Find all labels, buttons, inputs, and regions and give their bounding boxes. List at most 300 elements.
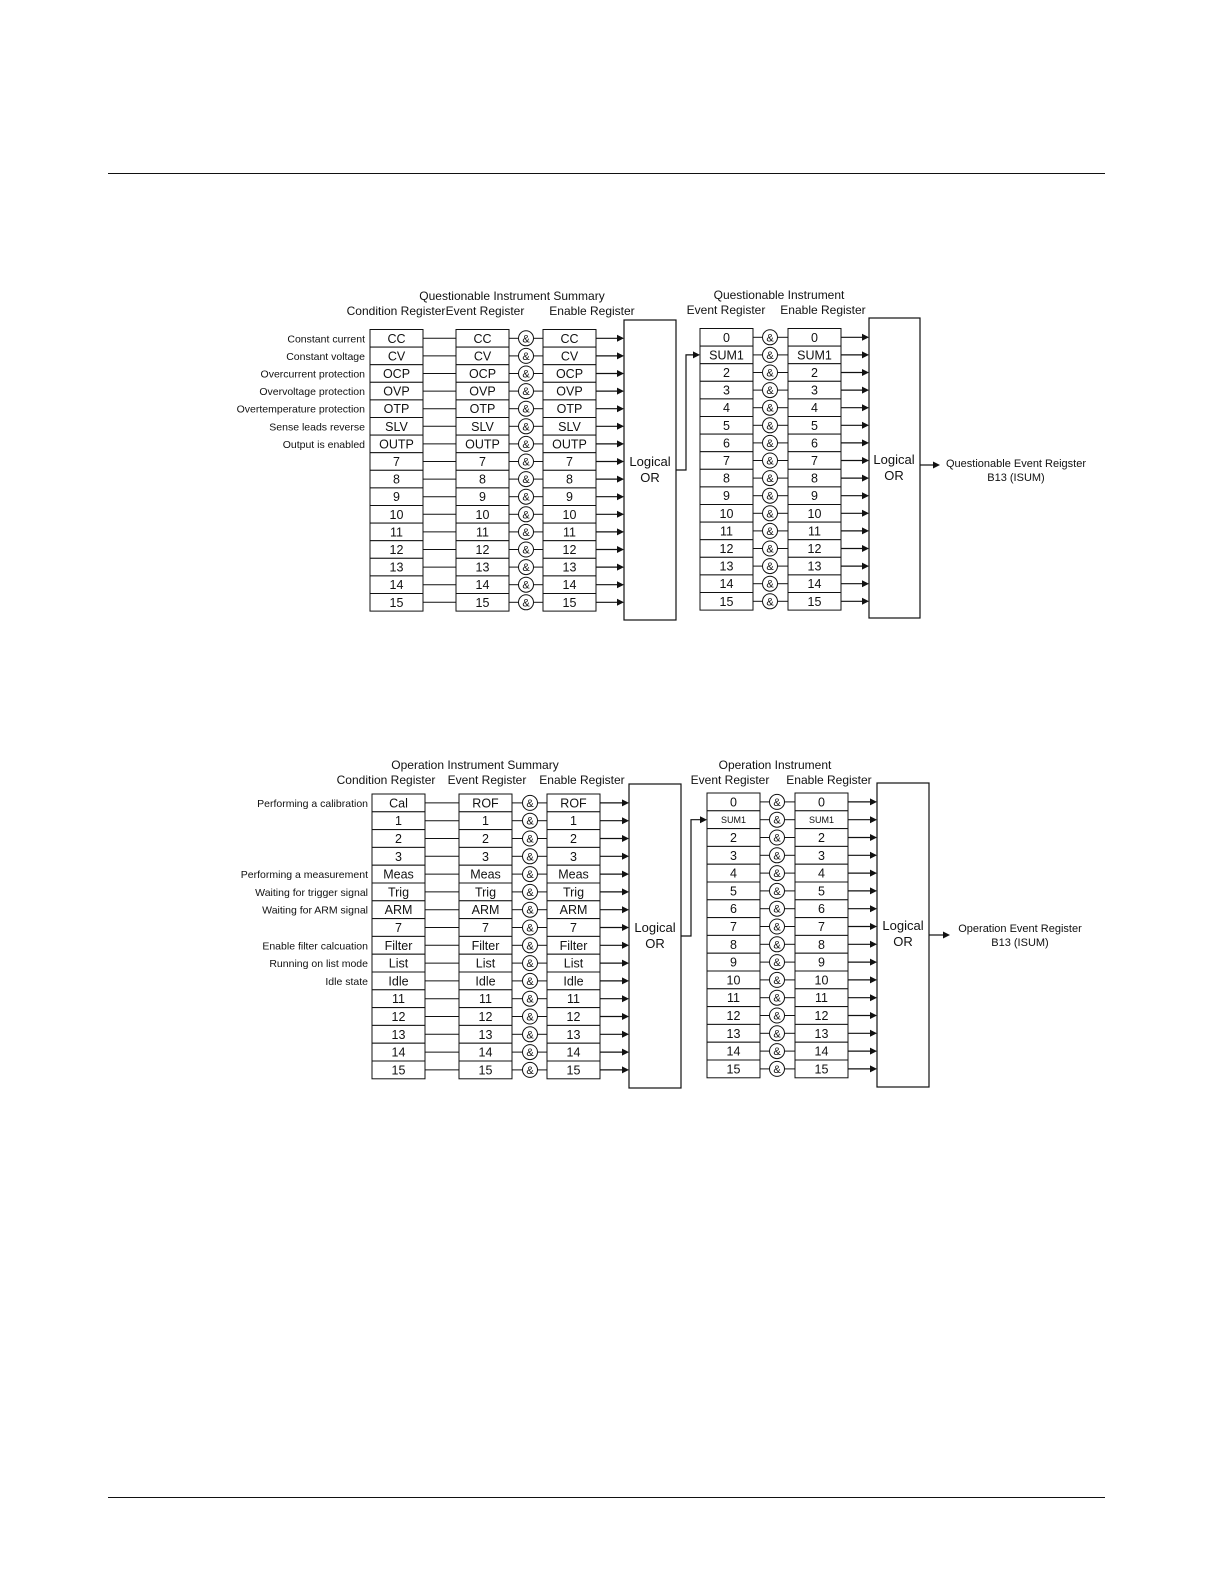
operation-row-label: Performing a calibration xyxy=(257,797,368,810)
operation-condition-value: 11 xyxy=(392,992,405,1007)
questionable-output-arrow-head xyxy=(933,462,940,469)
questionable-summary-input-arrow-head xyxy=(617,476,624,483)
operation-instrument-event-value: 5 xyxy=(730,884,737,899)
operation-condition-value: 13 xyxy=(391,1027,406,1042)
questionable-summary-header: Enable Register xyxy=(549,304,635,318)
questionable-instrument-and-symbol: & xyxy=(766,420,774,433)
operation-instrument-enable-value: 13 xyxy=(814,1026,829,1041)
questionable-enable-value: 15 xyxy=(562,595,577,610)
questionable-instrument-enable-value: 6 xyxy=(811,436,818,451)
operation-instrument-event-value: 6 xyxy=(730,902,737,917)
operation-summary-title: Operation Instrument Summary xyxy=(391,758,559,772)
questionable-and-symbol: & xyxy=(522,509,530,522)
operation-summary-input-arrow-head xyxy=(622,1049,629,1056)
operation-summary-input-arrow-head xyxy=(622,1066,629,1073)
operation-summary-or-label: Logical xyxy=(634,920,676,935)
questionable-instrument-and-symbol: & xyxy=(766,455,774,468)
operation-instrument-enable-value: 14 xyxy=(814,1044,829,1059)
questionable-enable-value: 9 xyxy=(566,490,573,505)
operation-instrument-title: Operation Instrument xyxy=(718,758,832,772)
operation-enable-value: 15 xyxy=(566,1063,581,1078)
operation-instrument-enable-value: 7 xyxy=(818,920,825,934)
operation-instrument-input-arrow-head xyxy=(870,852,877,859)
operation-event-value: ROF xyxy=(472,796,499,811)
operation-event-value: 3 xyxy=(482,849,489,864)
questionable-instrument-event-value: 4 xyxy=(723,401,730,416)
operation-condition-value: 7 xyxy=(395,921,402,935)
questionable-summary-input-arrow-head xyxy=(617,370,624,377)
questionable-row-label: Overvoltage protection xyxy=(259,386,365,399)
questionable-instrument-input-arrow-head xyxy=(862,351,869,358)
operation-summary-header: Event Register xyxy=(447,773,527,787)
questionable-instrument-event-value: 3 xyxy=(723,383,730,398)
questionable-summary-input-arrow-head xyxy=(617,405,624,412)
questionable-instrument-header: Event Register xyxy=(686,303,766,317)
questionable-instrument-input-arrow-head xyxy=(862,439,869,446)
questionable-and-symbol: & xyxy=(522,562,530,575)
operation-instrument-and-symbol: & xyxy=(773,814,781,827)
operation-summary-input-arrow-head xyxy=(622,888,629,895)
questionable-event-value: 8 xyxy=(479,472,486,487)
questionable-enable-value: 12 xyxy=(562,543,577,557)
questionable-and-symbol: & xyxy=(522,333,530,346)
questionable-instrument-and-symbol: & xyxy=(766,402,774,415)
questionable-instrument-input-arrow-head xyxy=(862,580,869,587)
operation-instrument-and-symbol: & xyxy=(773,1046,781,1059)
operation-summary-input-arrow-head xyxy=(622,1031,629,1038)
operation-and-symbol: & xyxy=(526,904,534,917)
operation-event-value: Meas xyxy=(470,867,501,882)
questionable-or-to-sum1-head xyxy=(693,351,700,358)
operation-instrument-event-value: 10 xyxy=(726,973,741,988)
questionable-event-value: SLV xyxy=(471,419,494,434)
questionable-instrument-input-arrow-head xyxy=(862,545,869,552)
operation-instrument-and-symbol: & xyxy=(773,1063,781,1076)
operation-or-to-sum1-line xyxy=(681,820,701,936)
questionable-instrument-input-arrow-head xyxy=(862,527,869,534)
operation-instrument-input-arrow-head xyxy=(870,1048,877,1055)
questionable-instrument-enable-value: 13 xyxy=(807,559,822,574)
operation-instrument-input-arrow-head xyxy=(870,887,877,894)
operation-condition-value: ARM xyxy=(384,903,413,918)
operation-instrument-and-symbol: & xyxy=(773,903,781,916)
questionable-condition-value: SLV xyxy=(385,419,408,434)
operation-condition-value: Meas xyxy=(383,867,414,882)
operation-instrument-input-arrow-head xyxy=(870,870,877,877)
questionable-instrument-and-symbol: & xyxy=(766,490,774,503)
questionable-instrument-and-symbol: & xyxy=(766,473,774,486)
operation-instrument-input-arrow-head xyxy=(870,994,877,1001)
operation-instrument-input-arrow-head xyxy=(870,1012,877,1019)
questionable-instrument-enable-value: 5 xyxy=(811,418,818,433)
questionable-summary-input-arrow-head xyxy=(617,493,624,500)
operation-instrument-and-symbol: & xyxy=(773,921,781,934)
questionable-and-symbol: & xyxy=(522,544,530,557)
questionable-output-label: Questionable Event Reigster xyxy=(945,458,1087,470)
questionable-condition-value: 8 xyxy=(393,472,400,487)
operation-instrument-and-symbol: & xyxy=(773,992,781,1005)
questionable-and-symbol: & xyxy=(522,386,530,399)
operation-summary-or-label: OR xyxy=(645,936,665,951)
questionable-event-value: OTP xyxy=(469,402,496,417)
questionable-event-value: OCP xyxy=(468,367,497,381)
operation-summary-header: Condition Register xyxy=(336,773,436,787)
operation-summary-header: Enable Register xyxy=(539,773,625,787)
questionable-instrument-input-arrow-head xyxy=(862,563,869,570)
questionable-instrument-enable-value: 8 xyxy=(811,471,818,486)
questionable-output-label: B13 (ISUM) xyxy=(987,472,1045,484)
questionable-event-value: 11 xyxy=(476,525,489,540)
questionable-instrument-input-arrow-head xyxy=(862,510,869,517)
questionable-instrument-event-value: 2 xyxy=(723,366,730,380)
questionable-event-value: OVP xyxy=(469,384,496,399)
operation-row-label: Performing a measurement xyxy=(240,869,368,882)
questionable-summary-input-arrow-head xyxy=(617,440,624,447)
questionable-summary-input-arrow-head xyxy=(617,528,624,535)
operation-enable-value: Meas xyxy=(558,867,589,882)
questionable-condition-value: 7 xyxy=(393,455,400,469)
operation-enable-value: 11 xyxy=(567,992,580,1007)
questionable-and-symbol: & xyxy=(522,491,530,504)
operation-condition-value: Filter xyxy=(384,938,413,953)
operation-event-value: 13 xyxy=(478,1027,493,1042)
operation-and-symbol: & xyxy=(526,958,534,971)
questionable-condition-value: 15 xyxy=(389,595,404,610)
operation-condition-value: 3 xyxy=(395,849,402,864)
questionable-or-to-sum1-line xyxy=(676,355,694,470)
questionable-instrument-and-symbol: & xyxy=(766,437,774,450)
operation-instrument-enable-value: 5 xyxy=(818,884,825,899)
operation-output-label: B13 (ISUM) xyxy=(991,937,1049,949)
operation-row-label: Waiting for trigger signal xyxy=(255,886,368,899)
operation-instrument-enable-value: 6 xyxy=(818,902,825,917)
questionable-instrument-and-symbol: & xyxy=(766,578,774,591)
operation-instrument-event-value: 15 xyxy=(726,1062,741,1077)
operation-enable-value: 3 xyxy=(570,849,577,864)
operation-instrument-input-arrow-head xyxy=(870,798,877,805)
operation-instrument-and-symbol: & xyxy=(773,832,781,845)
operation-instrument-event-value: 2 xyxy=(730,831,737,845)
questionable-instrument-header: Enable Register xyxy=(780,303,866,317)
questionable-enable-value: 14 xyxy=(562,578,577,593)
questionable-instrument-enable-value: 2 xyxy=(811,366,818,380)
questionable-event-value: 12 xyxy=(475,543,490,557)
operation-enable-value: ROF xyxy=(560,796,587,811)
operation-instrument-or-label: OR xyxy=(893,934,913,949)
questionable-enable-value: OUTP xyxy=(552,437,587,452)
operation-instrument-and-symbol: & xyxy=(773,796,781,809)
operation-condition-value: Idle xyxy=(388,974,409,989)
questionable-instrument-title: Questionable Instrument xyxy=(713,288,845,302)
operation-and-symbol: & xyxy=(526,922,534,935)
questionable-summary-title: Questionable Instrument Summary xyxy=(419,289,605,303)
questionable-event-value: CV xyxy=(473,349,492,364)
operation-event-value: List xyxy=(475,956,496,971)
questionable-instrument-and-symbol: & xyxy=(766,385,774,398)
questionable-instrument-input-arrow-head xyxy=(862,422,869,429)
questionable-event-value: 7 xyxy=(479,455,486,469)
questionable-summary-input-arrow-head xyxy=(617,388,624,395)
questionable-summary-input-arrow-head xyxy=(617,599,624,606)
questionable-instrument-event-value: 8 xyxy=(723,471,730,486)
operation-instrument-and-symbol: & xyxy=(773,1010,781,1023)
questionable-instrument-event-value: 7 xyxy=(723,454,730,468)
operation-condition-value: 14 xyxy=(391,1045,406,1060)
operation-condition-value: Trig xyxy=(387,885,410,900)
operation-summary-input-arrow-head xyxy=(622,1013,629,1020)
operation-summary-input-arrow-head xyxy=(622,817,629,824)
operation-instrument-and-symbol: & xyxy=(773,939,781,952)
questionable-instrument-event-value: 14 xyxy=(719,577,734,592)
operation-instrument-and-symbol: & xyxy=(773,885,781,898)
questionable-condition-value: OCP xyxy=(382,367,411,381)
questionable-instrument-input-arrow-head xyxy=(862,369,869,376)
operation-enable-value: 2 xyxy=(570,832,577,846)
questionable-instrument-and-symbol: & xyxy=(766,349,774,362)
operation-instrument-event-value: SUM1 xyxy=(720,815,747,826)
operation-instrument-enable-value: 11 xyxy=(815,991,828,1006)
questionable-row-label: Overcurrent protection xyxy=(260,368,365,381)
operation-diagram xyxy=(241,758,1082,1088)
questionable-event-value: CC xyxy=(473,331,492,346)
operation-instrument-and-symbol: & xyxy=(773,850,781,863)
questionable-condition-value: CC xyxy=(387,331,406,346)
questionable-instrument-event-value: 13 xyxy=(719,559,734,574)
operation-event-value: Filter xyxy=(471,938,500,953)
operation-instrument-and-symbol: & xyxy=(773,974,781,987)
operation-and-symbol: & xyxy=(526,797,534,810)
operation-output-label: Operation Event Register xyxy=(958,923,1082,935)
operation-condition-value: 2 xyxy=(395,832,402,846)
operation-instrument-event-value: 14 xyxy=(726,1044,741,1059)
questionable-summary-input-arrow-head xyxy=(617,581,624,588)
operation-instrument-enable-value: 3 xyxy=(818,848,825,863)
questionable-row-label: Constant current xyxy=(287,333,365,346)
operation-instrument-input-arrow-head xyxy=(870,1065,877,1072)
operation-summary-input-arrow-head xyxy=(622,906,629,913)
operation-instrument-event-value: 4 xyxy=(730,866,737,881)
operation-enable-value: ARM xyxy=(559,903,588,918)
operation-condition-value: Cal xyxy=(389,796,408,811)
operation-enable-value: 1 xyxy=(570,814,577,829)
questionable-and-symbol: & xyxy=(522,368,530,381)
questionable-summary-input-arrow-head xyxy=(617,352,624,359)
questionable-row-label: Constant voltage xyxy=(286,350,365,363)
questionable-condition-value: CV xyxy=(387,349,406,364)
operation-instrument-input-arrow-head xyxy=(870,1030,877,1037)
questionable-enable-value: SLV xyxy=(558,419,581,434)
operation-summary-input-arrow-head xyxy=(622,799,629,806)
questionable-instrument-enable-value: 0 xyxy=(811,330,818,345)
operation-instrument-and-symbol: & xyxy=(773,868,781,881)
operation-enable-value: 7 xyxy=(570,921,577,935)
operation-summary-input-arrow-head xyxy=(622,995,629,1002)
questionable-instrument-input-arrow-head xyxy=(862,334,869,341)
operation-event-value: 12 xyxy=(478,1010,493,1024)
questionable-instrument-and-symbol: & xyxy=(766,332,774,345)
questionable-instrument-event-value: 5 xyxy=(723,418,730,433)
questionable-enable-value: 10 xyxy=(562,507,577,522)
questionable-summary-input-arrow-head xyxy=(617,423,624,430)
operation-row-label: Waiting for ARM signal xyxy=(262,904,368,917)
operation-instrument-input-arrow-head xyxy=(870,941,877,948)
questionable-enable-value: OCP xyxy=(555,367,584,381)
operation-condition-value: 12 xyxy=(391,1010,406,1024)
operation-instrument-input-arrow-head xyxy=(870,923,877,930)
operation-or-to-sum1-head xyxy=(700,816,707,823)
questionable-row-label: Overtemperature protection xyxy=(236,403,365,416)
questionable-and-symbol: & xyxy=(522,474,530,487)
operation-enable-value: List xyxy=(563,956,584,971)
questionable-event-value: 14 xyxy=(475,578,490,593)
operation-instrument-and-symbol: & xyxy=(773,957,781,970)
questionable-instrument-input-arrow-head xyxy=(862,475,869,482)
operation-condition-value: List xyxy=(388,956,409,971)
questionable-instrument-event-value: 0 xyxy=(723,330,730,345)
questionable-summary-header: Condition Register xyxy=(346,304,446,318)
questionable-summary-input-arrow-head xyxy=(617,335,624,342)
operation-and-symbol: & xyxy=(526,975,534,988)
questionable-and-symbol: & xyxy=(522,421,530,434)
operation-summary-input-arrow-head xyxy=(622,871,629,878)
questionable-enable-value: 11 xyxy=(563,525,576,540)
questionable-event-value: 13 xyxy=(475,560,490,575)
operation-instrument-and-symbol: & xyxy=(773,1028,781,1041)
questionable-condition-value: OTP xyxy=(383,402,410,417)
operation-instrument-event-value: 7 xyxy=(730,920,737,934)
questionable-instrument-and-symbol: & xyxy=(766,367,774,380)
operation-row-label: Idle state xyxy=(325,975,368,988)
operation-and-symbol: & xyxy=(526,1047,534,1060)
operation-and-symbol: & xyxy=(526,1011,534,1024)
operation-and-symbol: & xyxy=(526,815,534,828)
questionable-instrument-event-value: 6 xyxy=(723,436,730,451)
operation-row-label: Running on list mode xyxy=(269,958,368,971)
questionable-instrument-and-symbol: & xyxy=(766,596,774,609)
questionable-row-label: Sense leads reverse xyxy=(269,421,365,434)
operation-condition-value: 1 xyxy=(395,814,402,829)
questionable-enable-value: CV xyxy=(560,349,579,364)
operation-instrument-header: Enable Register xyxy=(786,773,872,787)
questionable-enable-value: CC xyxy=(560,331,579,346)
questionable-instrument-and-symbol: & xyxy=(766,543,774,556)
questionable-summary-input-arrow-head xyxy=(617,564,624,571)
questionable-event-value: 9 xyxy=(479,490,486,505)
questionable-summary-input-arrow-head xyxy=(617,546,624,553)
operation-row-label: Enable filter calcuation xyxy=(262,940,368,953)
questionable-instrument-input-arrow-head xyxy=(862,492,869,499)
operation-instrument-enable-value: 10 xyxy=(814,973,829,988)
operation-instrument-enable-value: 12 xyxy=(814,1009,829,1023)
questionable-condition-value: 13 xyxy=(389,560,404,575)
questionable-summary-or-label: Logical xyxy=(629,454,671,469)
operation-instrument-input-arrow-head xyxy=(870,834,877,841)
operation-and-symbol: & xyxy=(526,851,534,864)
operation-event-value: 1 xyxy=(482,814,489,829)
questionable-event-value: 10 xyxy=(475,507,490,522)
operation-enable-value: 12 xyxy=(566,1010,581,1024)
questionable-instrument-enable-value: 4 xyxy=(811,401,818,416)
questionable-summary-input-arrow-head xyxy=(617,511,624,518)
questionable-instrument-enable-value: 3 xyxy=(811,383,818,398)
questionable-summary-header: Event Register xyxy=(445,304,525,318)
operation-condition-value: 15 xyxy=(391,1063,406,1078)
questionable-condition-value: 11 xyxy=(390,525,403,540)
questionable-and-symbol: & xyxy=(522,456,530,469)
questionable-instrument-event-value: 12 xyxy=(719,542,734,556)
operation-summary-input-arrow-head xyxy=(622,835,629,842)
operation-and-symbol: & xyxy=(526,1064,534,1077)
operation-enable-value: 13 xyxy=(566,1027,581,1042)
operation-instrument-or-label: Logical xyxy=(882,918,924,933)
operation-event-value: 7 xyxy=(482,921,489,935)
operation-enable-value: Trig xyxy=(562,885,585,900)
operation-instrument-event-value: 3 xyxy=(730,848,737,863)
questionable-instrument-enable-value: 7 xyxy=(811,454,818,468)
questionable-enable-value: 7 xyxy=(566,455,573,469)
questionable-instrument-input-arrow-head xyxy=(862,387,869,394)
operation-instrument-input-arrow-head xyxy=(870,905,877,912)
operation-instrument-enable-value: SUM1 xyxy=(808,815,835,826)
questionable-condition-value: 9 xyxy=(393,490,400,505)
operation-instrument-event-value: 9 xyxy=(730,955,737,970)
operation-instrument-enable-value: 4 xyxy=(818,866,825,881)
questionable-instrument-input-arrow-head xyxy=(862,457,869,464)
operation-and-symbol: & xyxy=(526,886,534,899)
questionable-diagram xyxy=(237,288,1087,620)
operation-instrument-event-value: 12 xyxy=(726,1009,741,1023)
questionable-enable-value: OVP xyxy=(556,384,583,399)
operation-event-value: 11 xyxy=(479,992,492,1007)
questionable-instrument-and-symbol: & xyxy=(766,508,774,521)
operation-event-value: Trig xyxy=(474,885,497,900)
questionable-instrument-event-value: 10 xyxy=(719,506,734,521)
questionable-and-symbol: & xyxy=(522,597,530,610)
operation-event-value: ARM xyxy=(471,903,500,918)
questionable-instrument-input-arrow-head xyxy=(862,404,869,411)
operation-instrument-event-value: 0 xyxy=(730,795,737,810)
operation-enable-value: 14 xyxy=(566,1045,581,1060)
questionable-instrument-enable-value: 15 xyxy=(807,594,822,609)
questionable-instrument-and-symbol: & xyxy=(766,525,774,538)
questionable-instrument-enable-value: 10 xyxy=(807,506,822,521)
questionable-and-symbol: & xyxy=(522,526,530,539)
questionable-instrument-or-label: Logical xyxy=(873,452,915,467)
questionable-instrument-enable-value: SUM1 xyxy=(797,348,832,363)
operation-and-symbol: & xyxy=(526,833,534,846)
questionable-instrument-enable-value: 14 xyxy=(807,577,822,592)
operation-instrument-input-arrow-head xyxy=(870,959,877,966)
questionable-and-symbol: & xyxy=(522,350,530,363)
questionable-summary-input-arrow-head xyxy=(617,458,624,465)
questionable-instrument-enable-value: 11 xyxy=(808,524,821,539)
questionable-enable-value: OTP xyxy=(556,402,583,417)
operation-instrument-enable-value: 0 xyxy=(818,795,825,810)
operation-summary-input-arrow-head xyxy=(622,977,629,984)
operation-and-symbol: & xyxy=(526,940,534,953)
questionable-condition-value: 14 xyxy=(389,578,404,593)
operation-instrument-enable-value: 9 xyxy=(818,955,825,970)
questionable-instrument-enable-value: 12 xyxy=(807,542,822,556)
questionable-condition-value: 10 xyxy=(389,507,404,522)
operation-and-symbol: & xyxy=(526,1029,534,1042)
operation-summary-input-arrow-head xyxy=(622,853,629,860)
questionable-condition-value: OVP xyxy=(383,384,410,399)
questionable-instrument-or-label: OR xyxy=(884,468,904,483)
questionable-and-symbol: & xyxy=(522,438,530,451)
operation-instrument-header: Event Register xyxy=(690,773,770,787)
operation-event-value: 2 xyxy=(482,832,489,846)
